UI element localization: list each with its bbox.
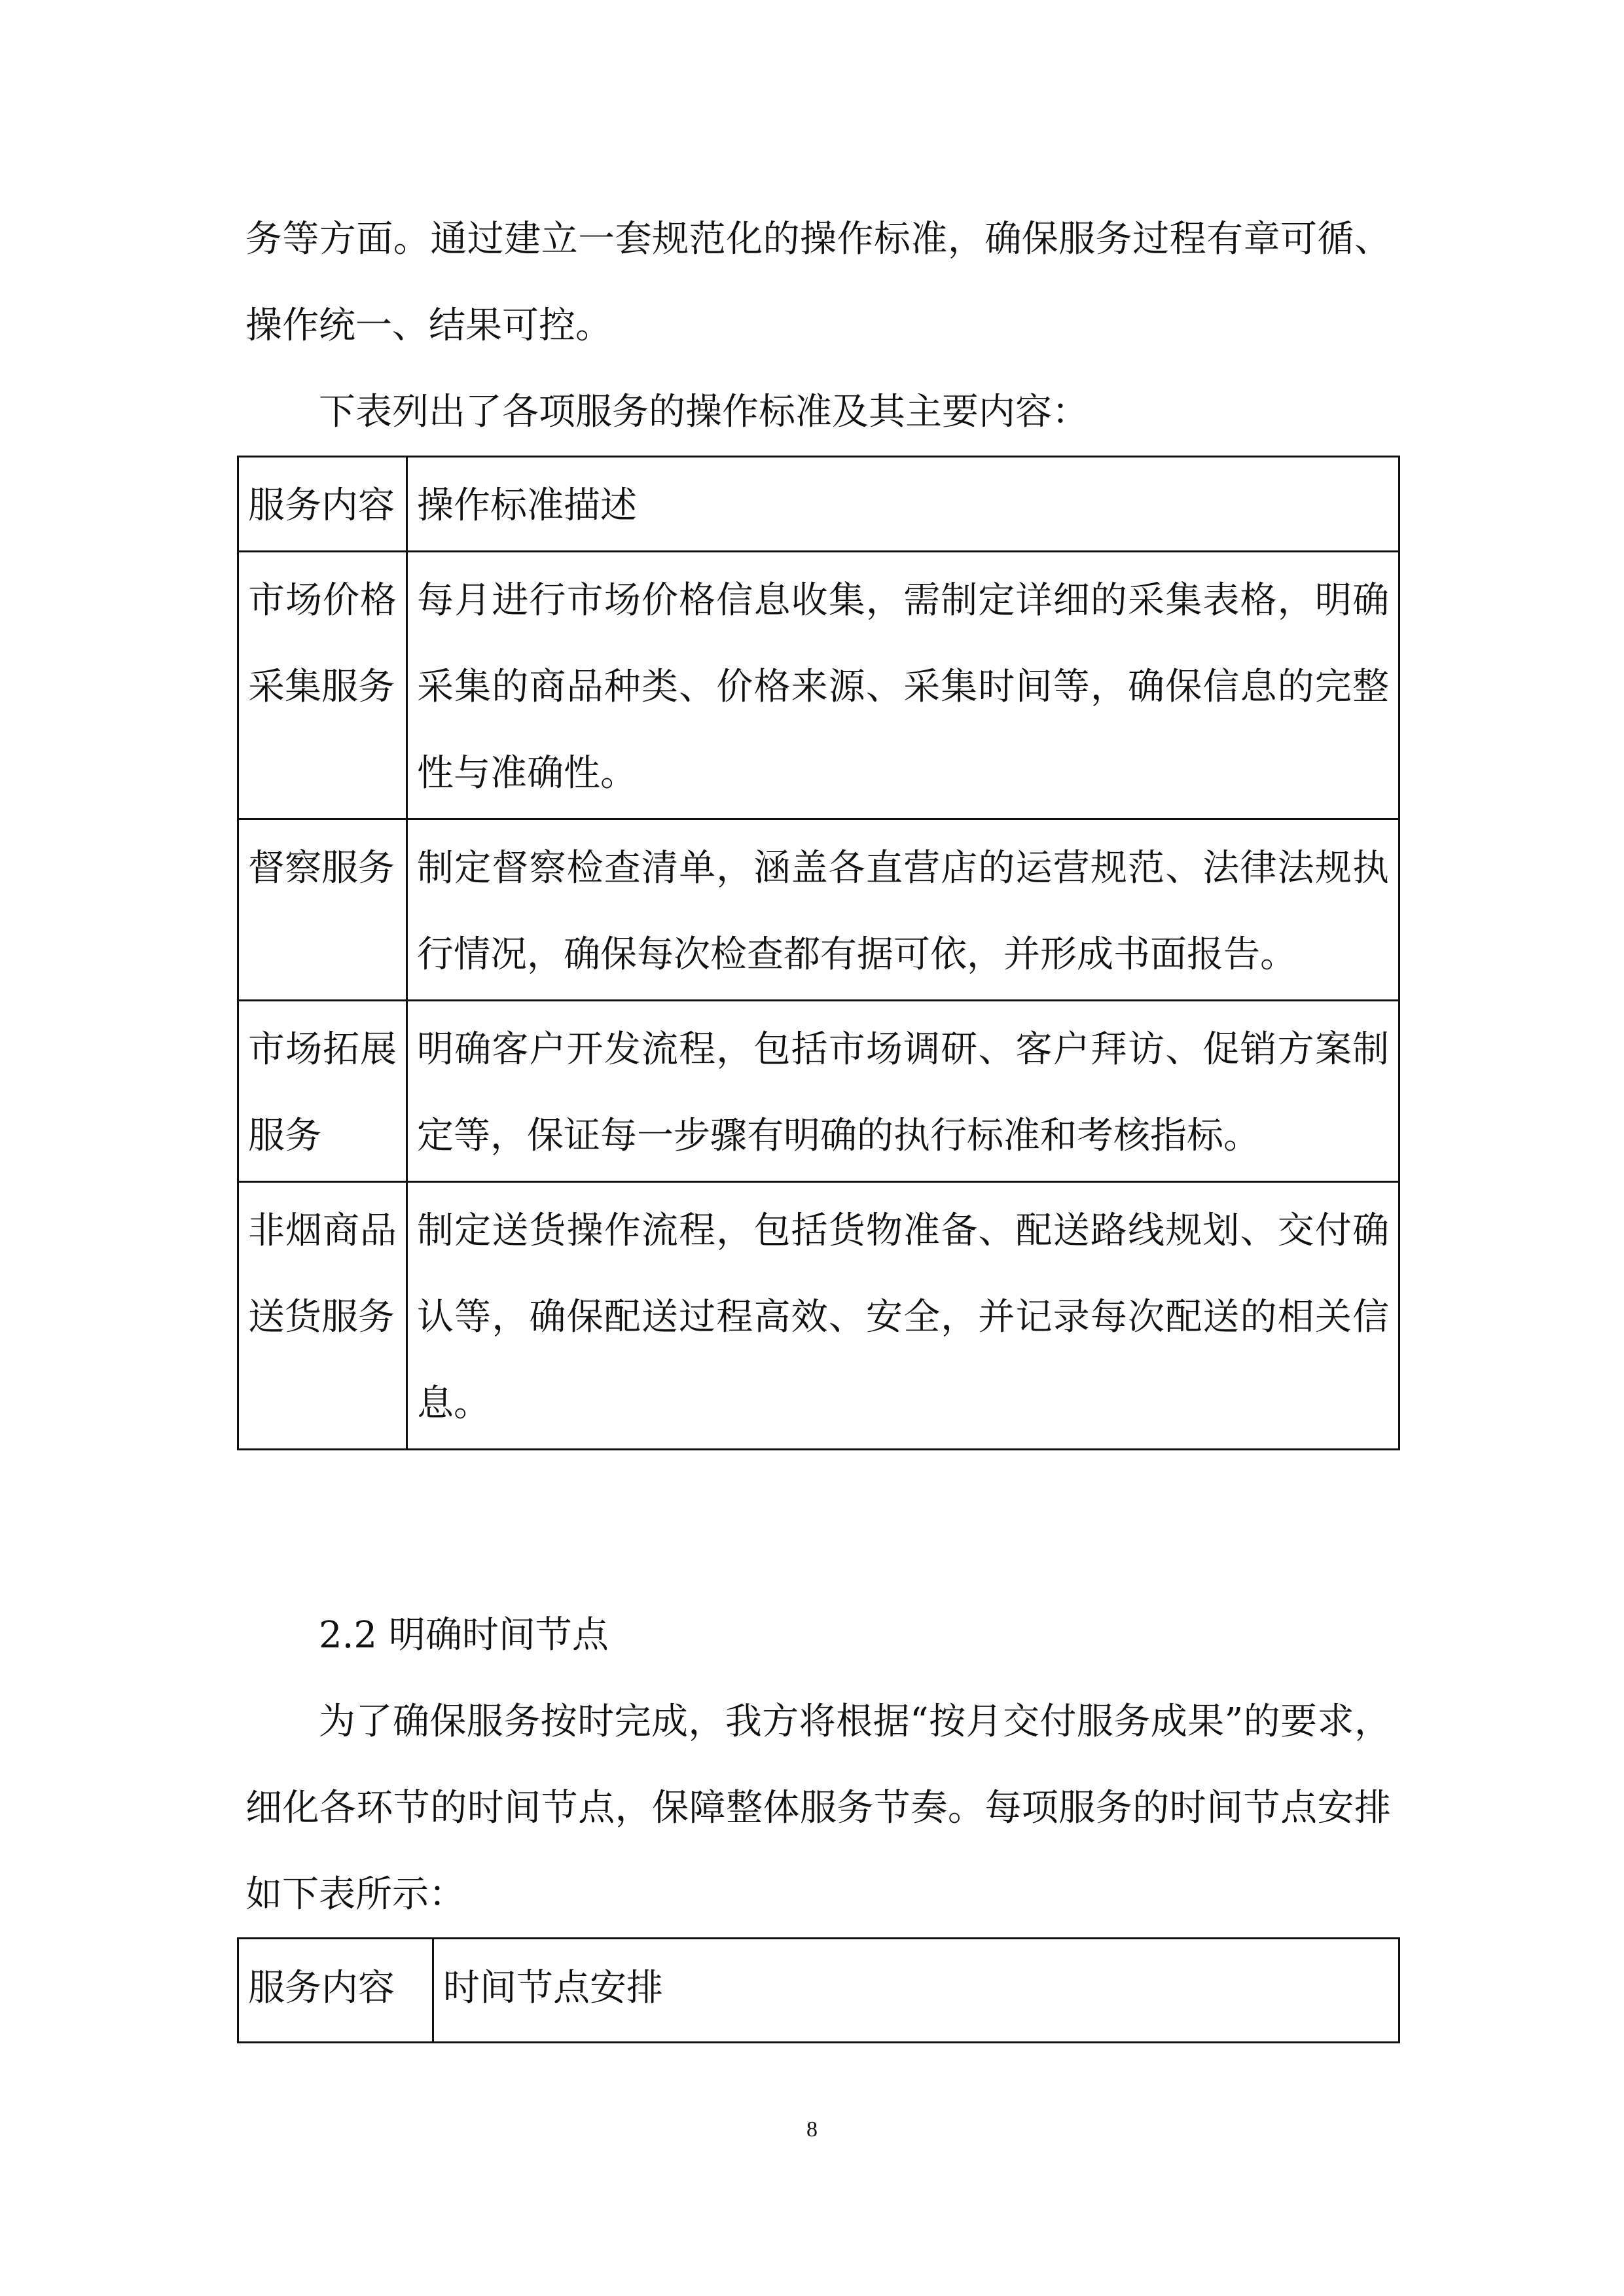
service-name-cell: 市场拓展服务 [238, 1001, 407, 1182]
operation-standards-table [237, 456, 1400, 1450]
paragraph-table-intro: 下表列出了各项服务的操作标准及其主要内容： [319, 391, 1089, 433]
service-name-cell: 督察服务 [238, 819, 407, 1001]
service-description-cell: 制定送货操作流程，包括货物准备、配送路线规划、交付确认等，确保配送过程高效、安全，并记录每次配送的相关信息。 [407, 1182, 1399, 1450]
table-row [238, 819, 1399, 1001]
table-row [238, 1001, 1399, 1182]
timeline-table [237, 1937, 1400, 2043]
service-name-cell: 市场价格采集服务 [238, 552, 407, 819]
table-header-cell: 操作标准描述 [407, 457, 1399, 552]
table-header-row [238, 457, 1399, 552]
service-name-cell: 非烟商品送货服务 [238, 1182, 407, 1450]
page-number: 8 [806, 2117, 818, 2142]
service-description-cell: 制定督察检查清单，涵盖各直营店的运营规范、法律法规执行情况，确保每次检查都有据可依，并形成书面报告。 [407, 819, 1399, 1001]
table-row [238, 552, 1399, 819]
service-description-cell: 每月进行市场价格信息收集，需制定详细的采集表格，明确采集的商品种类、价格来源、采集时间等，确保信息的完整性与准确性。 [407, 552, 1399, 819]
paragraph-intro-continued: 务等方面。通过建立一套规范化的操作标准，确保服务过程有章可循、操作统一、结果可控。 [245, 218, 1391, 347]
table-header-cell: 时间节点安排 [433, 1939, 1399, 2043]
service-description-cell: 明确客户开发流程，包括市场调研、客户拜访、促销方案制定等，保证每一步骤有明确的执行标准和考核指标。 [407, 1001, 1399, 1182]
table-header-cell: 服务内容 [238, 457, 407, 552]
table-header-cell: 服务内容 [238, 1939, 433, 2043]
table-header-row [238, 1939, 1399, 2043]
table-row [238, 1182, 1399, 1450]
paragraph-timeline-intro: 为了确保服务按时完成，我方将根据“按月交付服务成果”的要求，细化各环节的时间节点，保障整体服务节奏。每项服务的时间节点安排如下表所示： [245, 1700, 1391, 1916]
section-heading: 2.2 明确时间节点 [319, 1614, 609, 1657]
